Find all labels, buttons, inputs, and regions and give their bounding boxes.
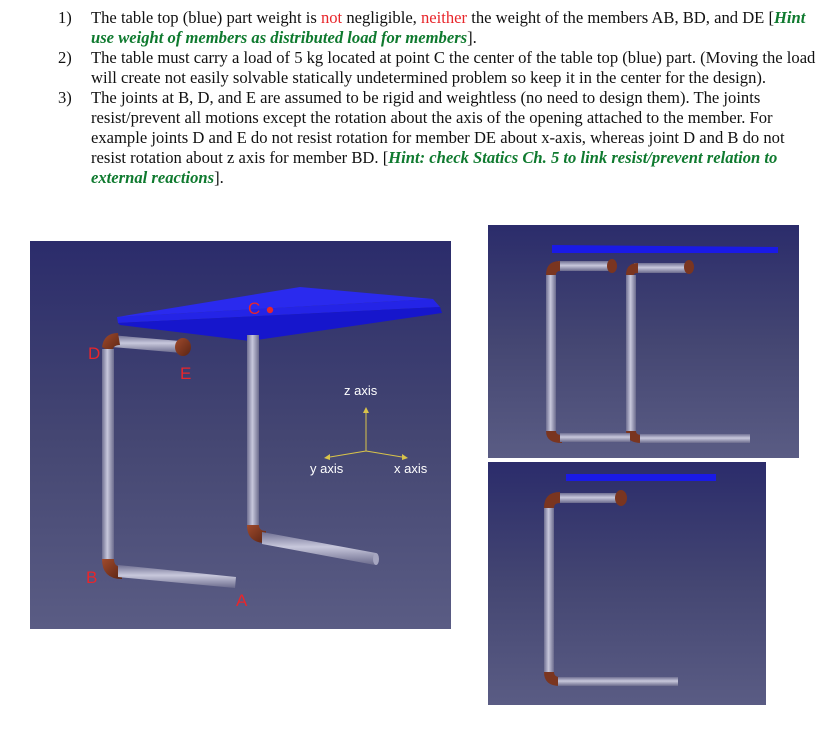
requirements-list: [58, 8, 818, 188]
joint-bottom-left: [546, 431, 562, 443]
item-number: 2): [58, 48, 72, 67]
member-front-leg: [247, 335, 259, 527]
joint-bottom-front: [544, 672, 560, 686]
item-text: The table must carry a load of 5 kg located at point C the center of the table top (blue) part. (Moving the load will create not easily solvable statically undetermined problem so keep it in the center for the design).: [91, 48, 816, 87]
joint-top-left: [546, 261, 560, 275]
joint-top-mid: [607, 259, 617, 273]
requirement-item-2: [58, 48, 818, 88]
leg-left: [546, 275, 556, 433]
upper-arm-left: [558, 261, 614, 271]
table-top-side: [552, 245, 778, 253]
label-E: E: [180, 364, 192, 383]
joint-top-left-front: [544, 492, 560, 508]
joint-E: [175, 338, 191, 356]
side-view-drawing: [488, 225, 799, 458]
upper-arm-right: [634, 263, 690, 273]
hint-text: Hint use weight of members as distributed load for members: [91, 8, 806, 47]
x-axis-arrow: [402, 454, 408, 460]
x-axis-label: x axis: [394, 461, 428, 476]
side-view: [488, 225, 799, 458]
leg-right: [626, 275, 636, 433]
y-axis-line: [330, 451, 366, 457]
label-C: C: [248, 299, 261, 318]
item-number: 3): [58, 88, 72, 107]
member-AB: [118, 565, 236, 588]
isometric-view: [30, 241, 451, 629]
y-axis-label: y axis: [310, 461, 344, 476]
table-top-front: [566, 474, 716, 481]
isometric-view-drawing: [30, 241, 451, 629]
upper-arm-front: [556, 493, 620, 503]
foot-end-cap: [373, 553, 379, 565]
joint-top-right-a: [626, 263, 638, 275]
item-text: The table top (blue) part weight is not negligible, neither the weight of the members AB, BD, and DE [Hint use weight of members as distributed load for members].: [91, 8, 806, 47]
x-axis-line: [366, 451, 402, 457]
z-axis-label: z axis: [344, 383, 378, 398]
hint-text: Hint: check Statics Ch. 5 to link resist/prevent relation to external reactions: [91, 148, 778, 187]
emphasis-not: not: [320, 8, 343, 27]
foot-right: [640, 434, 750, 443]
front-view-drawing: [488, 462, 766, 705]
label-D: D: [88, 344, 101, 363]
label-A: A: [236, 591, 248, 610]
joint-top-right-b: [684, 260, 694, 274]
item-number: 1): [58, 8, 72, 27]
member-DE: [110, 335, 182, 353]
joint-top-right-front: [615, 490, 627, 506]
member-BD: [102, 349, 114, 561]
emphasis-neither: neither: [420, 8, 468, 27]
leg-front: [544, 508, 554, 674]
foot-left: [560, 433, 630, 442]
z-axis-arrow: [363, 407, 369, 413]
member-front-foot: [262, 532, 376, 565]
label-B: B: [86, 568, 98, 587]
front-view: [488, 462, 766, 705]
requirement-item-3: [58, 88, 818, 188]
foot-front: [558, 677, 678, 686]
item-text: The joints at B, D, and E are assumed to be rigid and weightless (no need to design them). The joints resist/prevent all motions except the rotation about the axis of the opening attached to the member. For example joints D and E do not resist rotation for member DE about x-axis, whereas joint D and B do not resist rotation about z axis for member BD. [Hint: check Statics Ch. 5 to link resist/prevent relation to external reactions].: [91, 88, 785, 187]
y-axis-arrow: [324, 454, 330, 460]
requirement-item-1: [58, 8, 818, 48]
point-C-marker: [267, 307, 273, 313]
